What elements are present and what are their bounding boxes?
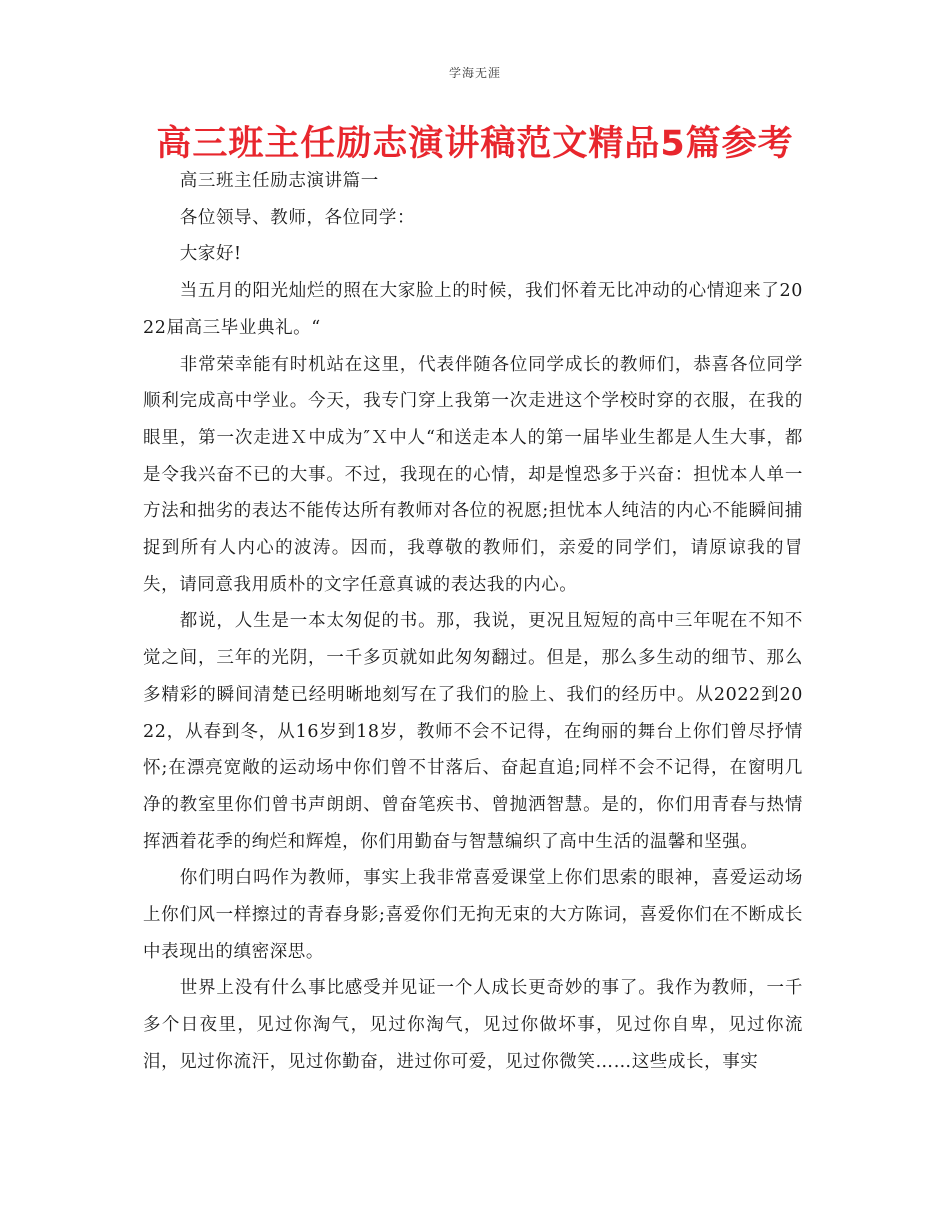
paragraph: 当五月的阳光灿烂的照在大家脸上的时候，我们怀着无比冲动的心情迎来了2022届高三毕业典礼。“ bbox=[143, 281, 803, 338]
salutation: 各位领导、教师，各位同学： bbox=[179, 207, 416, 228]
section-heading: 高三班主任励志演讲篇一 bbox=[179, 171, 379, 191]
paragraph: 都说，人生是一本太匆促的书。那，我说，更况且短短的高中三年呢在不知不觉之间，三年的光阴，一千多页就如此匆匆翻过。但是，那么多生动的细节、那么多精彩的瞬间清楚已经明晰地刻写在了我们的脸上、我们的经历中。从2022到2022，从春到冬，从16岁到18岁，教师不会不记得，在绚丽的舞台上你们曾尽抒情怀;在漂亮宽敞的运动场中你们曾不甘落后、奋起直追;同样不会不记得，在窗明几净的教室里你们曾书声朗朗、曾奋笔疾书、曾抛洒智慧。是的，你们用青春与热情挥洒着花季的绚烂和辉煌，你们用勤奋与智慧编织了高中生活的温馨和坚强。 bbox=[143, 611, 803, 852]
paragraph: 非常荣幸能有时机站在这里，代表伴随各位同学成长的教师们，恭喜各位同学顺利完成高中学业。今天，我专门穿上我第一次走进这个学校时穿的衣服，在我的眼里，第一次走进Ｘ中成为″Ｘ中人“和送走本人的第一届毕业生都是人生大事，都是令我兴奋不已的大事。不过，我现在的心情，却是惶恐多于兴奋：担忧本人单一方法和拙劣的表达不能传达所有教师对各位的祝愿;担忧本人纯洁的内心不能瞬间捕捉到所有人内心的波涛。因而，我尊敬的教师们，亲爱的同学们，请原谅我的冒失，请同意我用质朴的文字任意真诚的表达我的内心。 bbox=[143, 354, 803, 595]
paragraph: 世界上没有什么事比感受并见证一个人成长更奇妙的事了。我作为教师，一千多个日夜里，见过你淘气，见过你淘气，见过你做坏事，见过你自卑，见过你流泪，见过你流汗，见过你勤奋，进过你可爱，见过你微笑……这些成长，事实 bbox=[143, 978, 803, 1072]
document-body bbox=[143, 163, 803, 1081]
greeting: 大家好! bbox=[179, 244, 242, 265]
document-title: 高三班主任励志演讲稿范文精品5篇参考 bbox=[156, 124, 794, 164]
page-header: 学海无涯 bbox=[448, 66, 501, 80]
paragraph: 你们明白吗作为教师，事实上我非常喜爱课堂上你们思索的眼神，喜爱运动场上你们风一样擦过的青春身影;喜爱你们无拘无束的大方陈词，喜爱你们在不断成长中表现出的缜密深思。 bbox=[143, 868, 803, 962]
